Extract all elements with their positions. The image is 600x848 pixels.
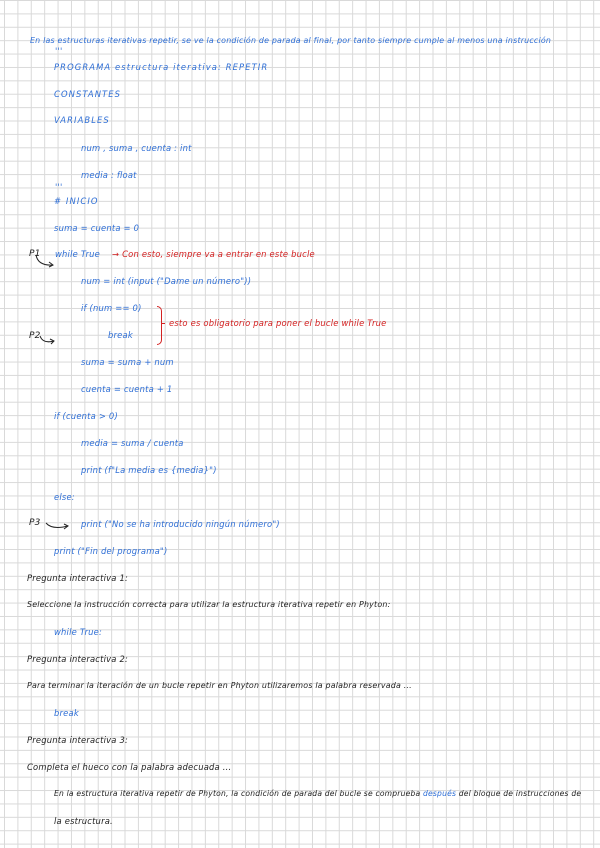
- q2-text: Para terminar la iteración de un bucle repetir en Phyton utilizaremos la palabra reservada ...: [27, 681, 412, 690]
- arrow-p3-icon: [44, 520, 72, 532]
- q3-title: Pregunta interactiva 3:: [27, 735, 129, 745]
- q2-title: Pregunta interactiva 2:: [27, 654, 129, 664]
- inicio-heading: # INICIO: [54, 196, 99, 206]
- label-p1: P1: [29, 249, 41, 259]
- label-p3: P3: [29, 518, 41, 528]
- media-declaration: media : float: [81, 170, 137, 180]
- q2-answer: break: [54, 708, 79, 718]
- docstring-open: ''': [55, 46, 63, 56]
- cuenta-update: cuenta = cuenta + 1: [81, 384, 173, 394]
- q1-title: Pregunta interactiva 1:: [27, 573, 129, 583]
- arrow-p1-icon: [34, 253, 56, 269]
- q3-sentence-continuation: la estructura.: [54, 816, 113, 826]
- while-statement: while True: [55, 249, 100, 259]
- red-brace-icon: [157, 306, 162, 345]
- if-cuenta-statement: if (cuenta > 0): [54, 411, 118, 421]
- while-note: → Con esto, siempre va a entrar en este bucle: [112, 249, 315, 259]
- q1-answer: while True:: [54, 627, 103, 637]
- init-statement: suma = cuenta = 0: [54, 223, 140, 233]
- if-num-statement: if (num == 0): [81, 303, 142, 313]
- programa-heading: PROGRAMA estructura iterativa: REPETIR: [54, 62, 269, 72]
- print-media: print (f"La media es {media}"): [81, 465, 217, 475]
- var-declaration: num , suma , cuenta : int: [81, 143, 192, 153]
- docstring-close: ''': [55, 182, 63, 192]
- variables-heading: VARIABLES: [54, 115, 110, 125]
- intro-text: En las estructuras iterativas repetir, se ve la condición de parada al final, por tanto siempre cumple al menos una instrucción: [30, 36, 552, 45]
- constantes-heading: CONSTANTES: [54, 89, 122, 99]
- input-statement: num = int (input ("Dame un número")): [81, 276, 252, 286]
- red-brace-tip: [161, 323, 165, 324]
- print-end: print ("Fin del programa"): [54, 546, 168, 556]
- suma-update: suma = suma + num: [81, 357, 174, 367]
- q3-text: Completa el hueco con la palabra adecuada ...: [27, 762, 232, 772]
- break-statement: break: [108, 330, 133, 340]
- brace-note: esto es obligatorio para poner el bucle while True: [169, 318, 387, 328]
- q3-blank-answer: después: [423, 789, 457, 798]
- q3-sentence: [54, 788, 581, 800]
- label-p2: P2: [29, 331, 41, 341]
- q1-text: Seleccione la instrucción correcta para utilizar la estructura iterativa repetir en Phyton:: [27, 600, 391, 609]
- media-calc: media = suma / cuenta: [81, 438, 184, 448]
- else-statement: else:: [54, 492, 75, 502]
- q3-sentence-end: del bloque de instrucciones de: [458, 789, 582, 798]
- arrow-p2-icon: [38, 333, 58, 347]
- q3-sentence-start: En la estructura iterativa repetir de Phyton, la condición de parada del bucle se comprueba: [54, 789, 421, 798]
- print-none: print ("No se ha introducido ningún número"): [81, 519, 280, 529]
